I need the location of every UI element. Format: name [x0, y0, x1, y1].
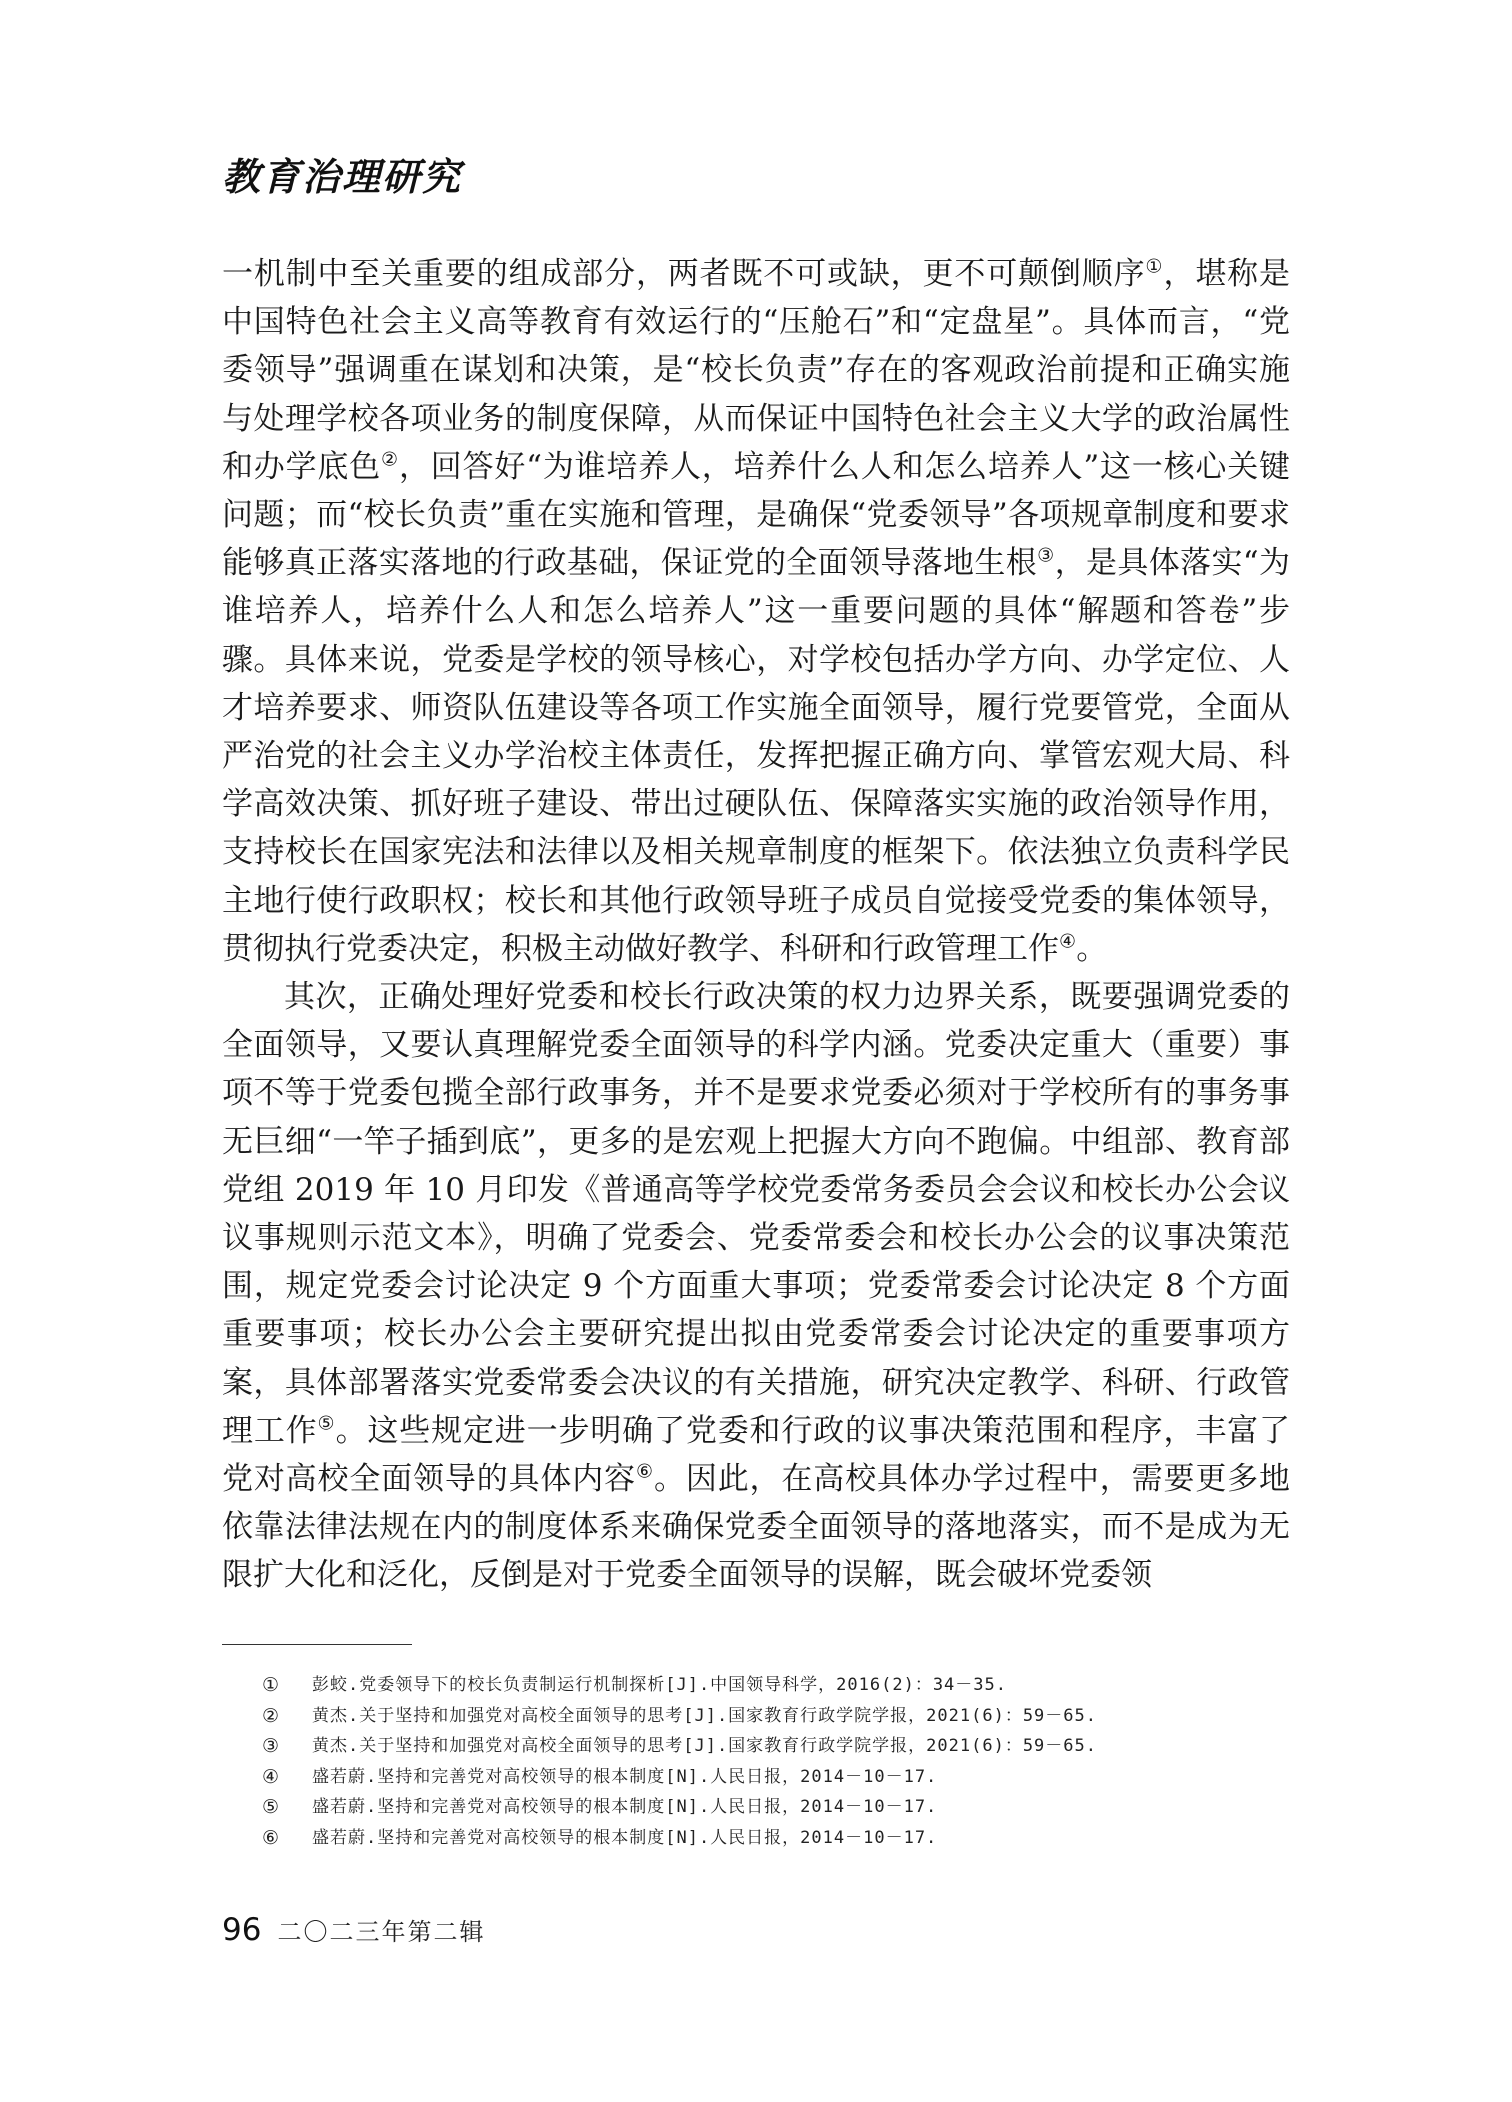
- footnote-3: [262, 1731, 1290, 1762]
- footnote-2: [262, 1701, 1290, 1732]
- footnote-text: 彭蛟.党委领导下的校长负责制运行机制探析[J].中国领导科学，2016(2)：34－35.: [312, 1675, 1007, 1695]
- footnote-mark: ④: [262, 1765, 281, 1788]
- footnote-text: 盛若蔚.坚持和完善党对高校领导的根本制度[N].人民日报，2014－10－17.: [312, 1827, 938, 1848]
- text-run: ，回答好“为谁培养人，培养什么人和怎么培养人”这一核心关键问题；而“校长负责”重在实施和管理，是确保“党委领导”各项规章制度和要求能够真正落实落地的行政基础，保证党的全面领导落地生根: [222, 448, 1290, 582]
- footnote-ref-1[interactable]: ①: [1145, 254, 1164, 278]
- footnotes: [262, 1670, 1290, 1854]
- footnote-mark: ⑤: [262, 1796, 281, 1819]
- footnote-divider: [222, 1644, 412, 1645]
- paragraph-1: [222, 250, 1290, 973]
- text-run: 。: [1076, 930, 1108, 967]
- footnote-mark: ②: [262, 1704, 281, 1727]
- footnote-text: 盛若蔚.坚持和完善党对高校领导的根本制度[N].人民日报，2014－10－17.: [312, 1766, 938, 1787]
- text-run: ，是具体落实“为谁培养人，培养什么人和怎么培养人”这一重要问题的具体“解题和答卷”步骤。具体来说，党委是学校的领导核心，对学校包括办学方向、办学定位、人才培养要求、师资队伍建设等各项工作实施全面领导，履行党要管党，全面从严治党的社会主义办学治校主体责任，发挥把握正确方向、掌管宏观大局、科学高效决策、抓好班子建设、带出过硬队伍、保障落实实施的政治领导作用，支持校长在国家宪法和法律以及相关规章制度的框架下。依法独立负责科学民主地行使行政职权；校长和其他行政领导班子成员自觉接受党委的集体领导，贯彻执行党委决定，积极主动做好教学、科研和行政管理工作: [222, 545, 1291, 967]
- footnote-1: [262, 1670, 1290, 1701]
- footnote-mark: ⑥: [262, 1826, 281, 1849]
- text-run: 一机制中至关重要的组成部分，两者既不可或缺，更不可颠倒顺序: [222, 256, 1146, 292]
- footnote-ref-3[interactable]: ③: [1037, 543, 1055, 567]
- footnote-ref-2[interactable]: ②: [380, 447, 399, 471]
- issue-label: 二〇二三年第二辑: [277, 1918, 486, 1946]
- text-run: 。这些规定进一步明确了党委和行政的议事决策范围和程序，丰富了党对高校全面领导的具体内容: [222, 1412, 1291, 1498]
- footnote-mark: ①: [262, 1674, 281, 1696]
- footnote-text: 黄杰.关于坚持和加强党对高校全面领导的思考[J].国家教育行政学院学报，2021(6)：59－65.: [312, 1736, 1097, 1757]
- text-run: ，堪称是中国特色社会主义高等教育有效运行的“压舱石”和“定盘星”。具体而言，“党委领导”强调重在谋划和决策，是“校长负责”存在的客观政治前提和正确实施与处理学校各项业务的制度保障，从而保证中国特色社会主义大学的政治属性和办学底色: [222, 256, 1291, 485]
- text-run: 。因此，在高校具体办学过程中，需要更多地依靠法律法规在内的制度体系来确保党委全面领导的落地落实，而不是成为无限扩大化和泛化，反倒是对于党委全面领导的误解，既会破坏党委领: [222, 1461, 1291, 1594]
- footnote-ref-5[interactable]: ⑤: [317, 1411, 336, 1435]
- footnote-6: [262, 1823, 1290, 1854]
- footnote-text: 盛若蔚.坚持和完善党对高校领导的根本制度[N].人民日报，2014－10－17.: [312, 1797, 938, 1818]
- footnote-4: [262, 1762, 1290, 1793]
- footnote-ref-6[interactable]: ⑥: [635, 1459, 655, 1483]
- footnote-mark: ③: [262, 1735, 281, 1758]
- body-text: [222, 250, 1290, 1600]
- running-title: 教育治理研究: [222, 154, 463, 199]
- footnote-5: [262, 1792, 1290, 1823]
- page-number: 96: [222, 1912, 262, 1948]
- page-footer: [222, 1912, 485, 1948]
- footnote-text: 黄杰.关于坚持和加强党对高校全面领导的思考[J].国家教育行政学院学报，2021(6)：59－65.: [312, 1705, 1097, 1726]
- paragraph-2: [222, 973, 1290, 1600]
- footnote-ref-4[interactable]: ④: [1059, 929, 1077, 953]
- text-run: 其次，正确处理好党委和校长行政决策的权力边界关系，既要强调党委的全面领导，又要认真理解党委全面领导的科学内涵。党委决定重大（重要）事项不等于党委包揽全部行政事务，并不是要求党委必须对于学校所有的事务事无巨细“一竿子插到底”，更多的是宏观上把握大方向不跑偏。中组部、教育部党组 2019 年 10 月印发《普通高等学校党委常务委员会会议和校长办公会议议事规则示范文本》，明确了党委会、党委常委会和校长办公会的议事决策范围，规定党委会讨论决定 9 个方面重大事项；党委常委会讨论决定 8 个方面重要事项；校长办公会主要研究提出拟由党委常委会讨论决定的重要事项方案，具体部署落实党委常委会决议的有关措施，研究决定教学、科研、行政管理工作: [222, 979, 1290, 1449]
